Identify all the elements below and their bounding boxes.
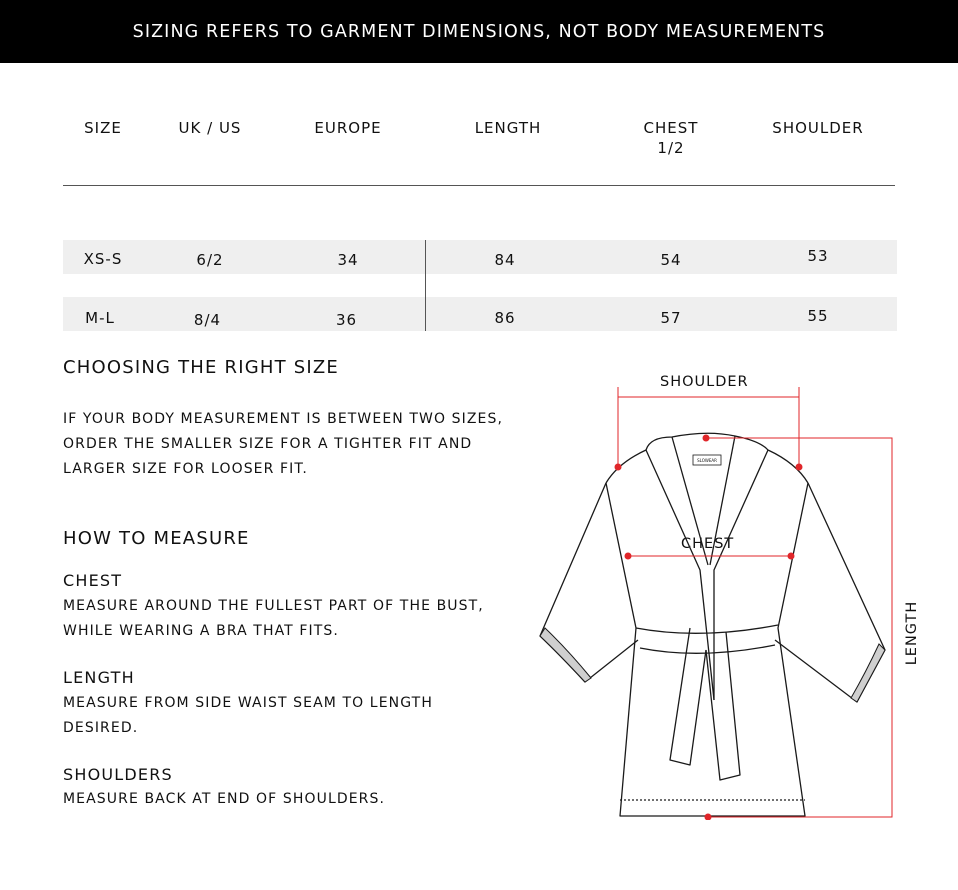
row-xs-s-chest: 54 bbox=[660, 251, 682, 269]
row-m-l-chest: 57 bbox=[660, 309, 682, 327]
chest-heading: CHEST bbox=[63, 571, 123, 590]
diagram-shoulder-label: SHOULDER bbox=[660, 374, 749, 390]
row-m-l-shoulder: 55 bbox=[807, 307, 829, 325]
row-xs-s-length: 84 bbox=[494, 251, 516, 269]
header-uk-us: UK / US bbox=[178, 119, 242, 137]
header-chest-label: CHEST bbox=[643, 119, 699, 137]
row-m-l-length: 86 bbox=[494, 309, 516, 327]
choosing-line: LARGER SIZE FOR LOOSER FIT. bbox=[63, 461, 308, 477]
row-xs-s-size: XS-S bbox=[83, 250, 123, 268]
diagram-length-label: LENGTH bbox=[904, 600, 920, 666]
howto-title: HOW TO MEASURE bbox=[63, 528, 250, 549]
row-xs-s-europe: 34 bbox=[337, 251, 359, 269]
shoulders-line: MEASURE BACK AT END OF SHOULDERS. bbox=[63, 791, 386, 807]
size-banner bbox=[0, 0, 958, 63]
chest-line: MEASURE AROUND THE FULLEST PART OF THE BUST, bbox=[63, 598, 484, 614]
row-m-l-size: M-L bbox=[85, 309, 115, 327]
choosing-title: CHOOSING THE RIGHT SIZE bbox=[63, 357, 339, 378]
choosing-line: ORDER THE SMALLER SIZE FOR A TIGHTER FIT AND bbox=[63, 436, 473, 452]
header-length: LENGTH bbox=[474, 119, 542, 137]
column-divider bbox=[425, 240, 426, 331]
header-shoulder: SHOULDER bbox=[772, 119, 864, 137]
shoulders-paragraph bbox=[63, 787, 385, 812]
robe-tag-text: SLOWEAR bbox=[697, 458, 717, 463]
header-europe: EUROPE bbox=[314, 119, 382, 137]
header-chest-half: 1/2 bbox=[657, 139, 685, 157]
banner-text: SIZING REFERS TO GARMENT DIMENSIONS, NOT BODY MEASUREMENTS bbox=[132, 21, 826, 42]
diagram-chest-label: CHEST bbox=[681, 536, 735, 552]
row-m-l-uk-us: 8/4 bbox=[193, 311, 222, 329]
header-divider bbox=[63, 185, 895, 186]
row-xs-s-shoulder: 53 bbox=[807, 247, 829, 265]
chest-paragraph bbox=[63, 594, 484, 644]
length-heading: LENGTH bbox=[63, 668, 135, 687]
length-paragraph bbox=[63, 691, 433, 741]
robe-diagram bbox=[520, 380, 958, 820]
length-line: MEASURE FROM SIDE WAIST SEAM TO LENGTH bbox=[63, 695, 433, 711]
chest-line: WHILE WEARING A BRA THAT FITS. bbox=[63, 623, 339, 639]
shoulders-heading: SHOULDERS bbox=[63, 765, 173, 784]
row-xs-s-uk-us: 6/2 bbox=[196, 251, 224, 269]
header-chest bbox=[621, 118, 721, 158]
header-size: SIZE bbox=[84, 119, 122, 137]
choosing-paragraph bbox=[63, 407, 503, 482]
choosing-line: IF YOUR BODY MEASUREMENT IS BETWEEN TWO SIZES, bbox=[63, 411, 504, 427]
length-line: DESIRED. bbox=[63, 720, 139, 736]
row-m-l-europe: 36 bbox=[335, 311, 358, 329]
